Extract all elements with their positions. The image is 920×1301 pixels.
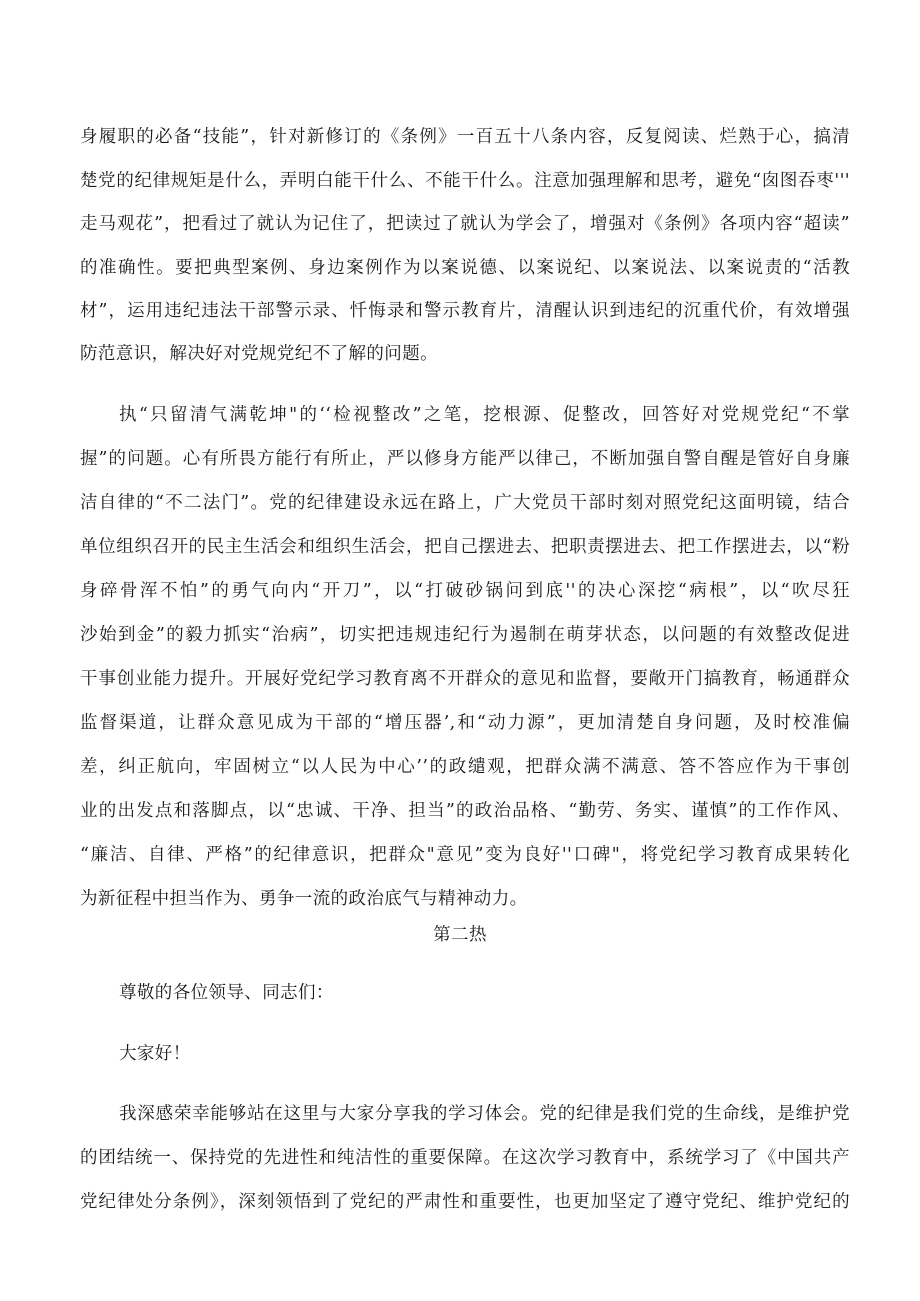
paragraph-2-line: 执“只留清气满乾坤"的‘‘检视整改”之笔，挖根源、促整改，回答好对党规党纪“不掌 [119,405,850,425]
paragraph-2-line: 身碎骨浑不怕”的勇气向内“开刀”，以“打破砂锅问到底''的决心深挖“病根”，以“吹尽狂 [80,581,850,601]
paragraph-2-line: 差，纠正航向，牢固树立“以人民为中心’’的政缱观，把群众满不满意、答不答应作为干事创 [80,757,850,777]
paragraph-2-line: 监督渠道，让群众意见成为干部的“增压器’,和“动力源”，更加清楚自身问题，及时校准偏 [80,713,850,733]
paragraph-3-line: 我深感荣幸能够站在这里与大家分享我的学习体会。党的纪律是我们党的生命线，是维护党 [119,1104,850,1124]
paragraph-2-line: 业的出发点和落脚点，以“忠诚、干净、担当”的政治品格、“勤劳、务实、谨慎”的工作作风、 [80,801,850,821]
paragraph-1-line: 走马观花”，把看过了就认为记住了，把读过了就认为学会了，增强对《条例》各项内容“超读” [80,214,850,234]
paragraph-1-line: 的准确性。要把典型案例、身边案例作为以案说德、以案说纪、以案说法、以案说责的“活教 [80,258,850,278]
paragraph-1-line: 身履职的必备“技能”，针对新修订的《条例》一百五十八条内容，反复阅读、烂熟于心，搞清 [80,127,850,147]
paragraph-2-line: 沙始到金”的毅力抓实“治病”，切实把违规违纪行为遏制在萌芽状态，以问题的有效整改促进 [80,625,850,645]
paragraph-2-line: 单位组织召开的民主生活会和组织生活会，把自己摆进去、把职责摆进去、把工作摆进去，以“粉 [80,537,850,557]
paragraph-2-line: 干事创业能力提升。开展好党纪学习教育离不开群众的意见和监督，要敞开门搞教育，畅通群众 [80,669,850,689]
greeting: 大家好！ [119,1044,191,1064]
section-heading: 第二热 [433,925,487,945]
paragraph-2-line: 握”的问题。心有所畏方能行有所止，严以修身方能严以律己，不断加强自警自醒是管好自身廉 [80,449,850,469]
paragraph-2-line: 为新征程中担当作为、勇争一流的政治底气与精神动力。 [80,889,528,909]
salutation: 尊敬的各位领导、同志们： [119,983,334,1003]
paragraph-1-line: 防范意识，解决好对党规党纪不了解的问题。 [80,344,438,364]
paragraph-1-line: 材”，运用违纪违法干部警示录、忏悔录和警示教育片，清醒认识到违纪的沉重代价，有效增强 [80,301,850,321]
paragraph-2-line: “廉洁、自律、严格”的纪律意识，把群众"意见”变为良好''口碑"，将党纪学习教育成果转化 [80,845,850,865]
paragraph-1-line: 楚党的纪律规矩是什么，弄明白能干什么、不能干什么。注意加强理解和思考，避免“囱图吞枣''' [80,171,850,191]
paragraph-3-line: 的团结统一、保持党的先进性和纯洁性的重要保障。在这次学习教育中，系统学习了《中国共产 [80,1148,850,1168]
paragraph-3-line: 党纪律处分条例》，深刻领悟到了党纪的严肃性和重要性，也更加坚定了遵守党纪、维护党纪的 [80,1192,850,1212]
paragraph-2-line: 洁自律的“不二法门”。党的纪律建设永远在路上，广大党员干部时刻对照党纪这面明镜，结合 [80,493,850,513]
